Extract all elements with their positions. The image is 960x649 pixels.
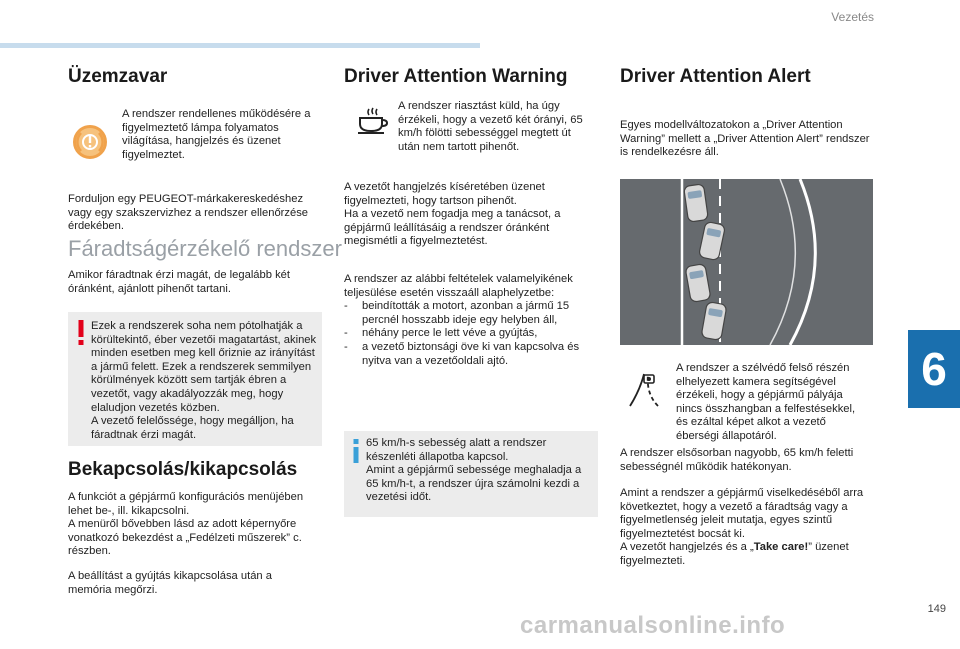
daa-text-3: Amint a rendszer a gépjármű viselkedéséből arra következtet, hogy a vezető a fáradtság vagy a figyelmetlenség jeleit mutatja, egyes szintű figyelmeztetést bocsát ki. A vezetőt hangjelzés és a „Take care!” üzenet figyelmezteti.: [620, 487, 864, 567]
info-text: 65 km/h-s sebesség alatt a rendszer készenléti állapotba kapcsol. Amint a gépjármű sebessége meghaladja a 65 km/h-t, a rendszer újra számolni kezdi a vezetési időt.: [366, 437, 582, 504]
warning-lamp-icon: [72, 124, 108, 160]
section-title-daw: Driver Attention Warning: [344, 66, 568, 87]
coffee-cup-icon: [356, 107, 390, 135]
section-title-uzemzavar: Üzemzavar: [68, 66, 168, 87]
uzemzavar-icon-text: A rendszer rendellenes működésére a figyelmeztető lámpa folyamatos világítása, hangjelzés és üzenet figyelmeztet.: [122, 108, 311, 161]
take-care-message: Take care!: [753, 541, 809, 554]
page-number: 149: [927, 603, 946, 615]
warning-text: Ezek a rendszerek soha nem pótolhatják a körültekintő, éber vezetői magatartást, akinek minden esetben meg kell őriznie az irányítást a jármű felett. Ezek a rendszerek semmilyen körülmények között sem tartják ébren a vezetőt, vagy akadályozzák meg, hogy elaludjon vezetés közben. A vezető felelőssége, hogy megálljon, ha fáradtnak érzi magát.: [91, 320, 317, 441]
daa-text-2: A rendszer elsősorban nagyobb, 65 km/h feletti sebességnél működik hatékonyan.: [620, 447, 854, 473]
section-title-bekapcsolas: Bekapcsolás/kikapcsolás: [68, 459, 298, 480]
daa-icon-text: A rendszer a szélvédő felső részén elhelyezett kamera segítségével érzékeli, hogy a gépjármű pályája nincs összhangban a felfestésekkel, és ezáltal képet alkot a vezető éberségi állapotáról.: [676, 362, 856, 442]
section-title-daa: Driver Attention Alert: [620, 66, 811, 87]
road-camera-icon: [624, 370, 664, 410]
daw-icon-text: A rendszer riasztást küld, ha úgy érzékeli, hogy a vezető két órányi, 65 km/h fölötti sebességgel megtett út után nem tartott pihenőt.: [398, 100, 583, 153]
daw-reset-intro: A rendszer az alábbi feltételek valamelyikének teljesülése esetén visszaáll alaphelyzetbe:: [344, 273, 573, 299]
header-bar: [0, 43, 480, 48]
section-title-faradtsag: Fáradtságérzékelő rendszer: [68, 236, 342, 261]
daa-text-1: Egyes modellváltozatokon a „Driver Attention Warning” mellett a „Driver Attention Alert” rendszer is rendelkezésre áll.: [620, 119, 870, 159]
bekapcsolas-text-2: A beállítást a gyújtás kikapcsolása után a memória megőrzi.: [68, 570, 272, 596]
faradtsag-text: Amikor fáradtnak érzi magát, de legalább két óránként, ajánlott pihenőt tartani.: [68, 269, 291, 295]
list-item: - néhány perce le lett véve a gyújtás,: [344, 327, 538, 340]
list-item: - a vezető biztonsági öve ki van kapcsolva és nyitva van a vezetőoldali ajtó.: [344, 340, 580, 367]
warning-box: [68, 312, 322, 446]
lane-illustration: [620, 179, 873, 345]
chapter-title: Vezetés: [831, 10, 874, 24]
info-icon: [352, 439, 360, 463]
daw-reset-conditions: [344, 273, 598, 368]
info-box: [344, 431, 598, 517]
daw-text-1: A vezetőt hangjelzés kíséretében üzenet figyelmezteti, hogy tartson pihenőt. Ha a vezető nem fogadja meg a tanácsot, a gépjármű leállításáig a rendszer óránként megismétli a figyelmeztetést.: [344, 181, 561, 248]
watermark: carmanualsonline.info: [520, 612, 786, 639]
list-item: - beindították a motort, azonban a jármű 15 percnél hosszabb ideje egy helyben áll,: [344, 300, 570, 326]
chapter-tab: 6: [908, 330, 960, 408]
exclamation-icon: [77, 320, 85, 346]
bekapcsolas-text-1: A funkciót a gépjármű konfigurációs menüjében lehet be-, ill. kikapcsolni. A menüről bővebben lásd az adott képernyőre vonatkozó bekezdést a „Fedélzeti műszerek” c. részben.: [68, 491, 304, 558]
uzemzavar-text: Forduljon egy PEUGEOT-márkakereskedéshez vagy egy szakszervizhez a rendszer ellenőrzése érdekében.: [68, 193, 309, 233]
